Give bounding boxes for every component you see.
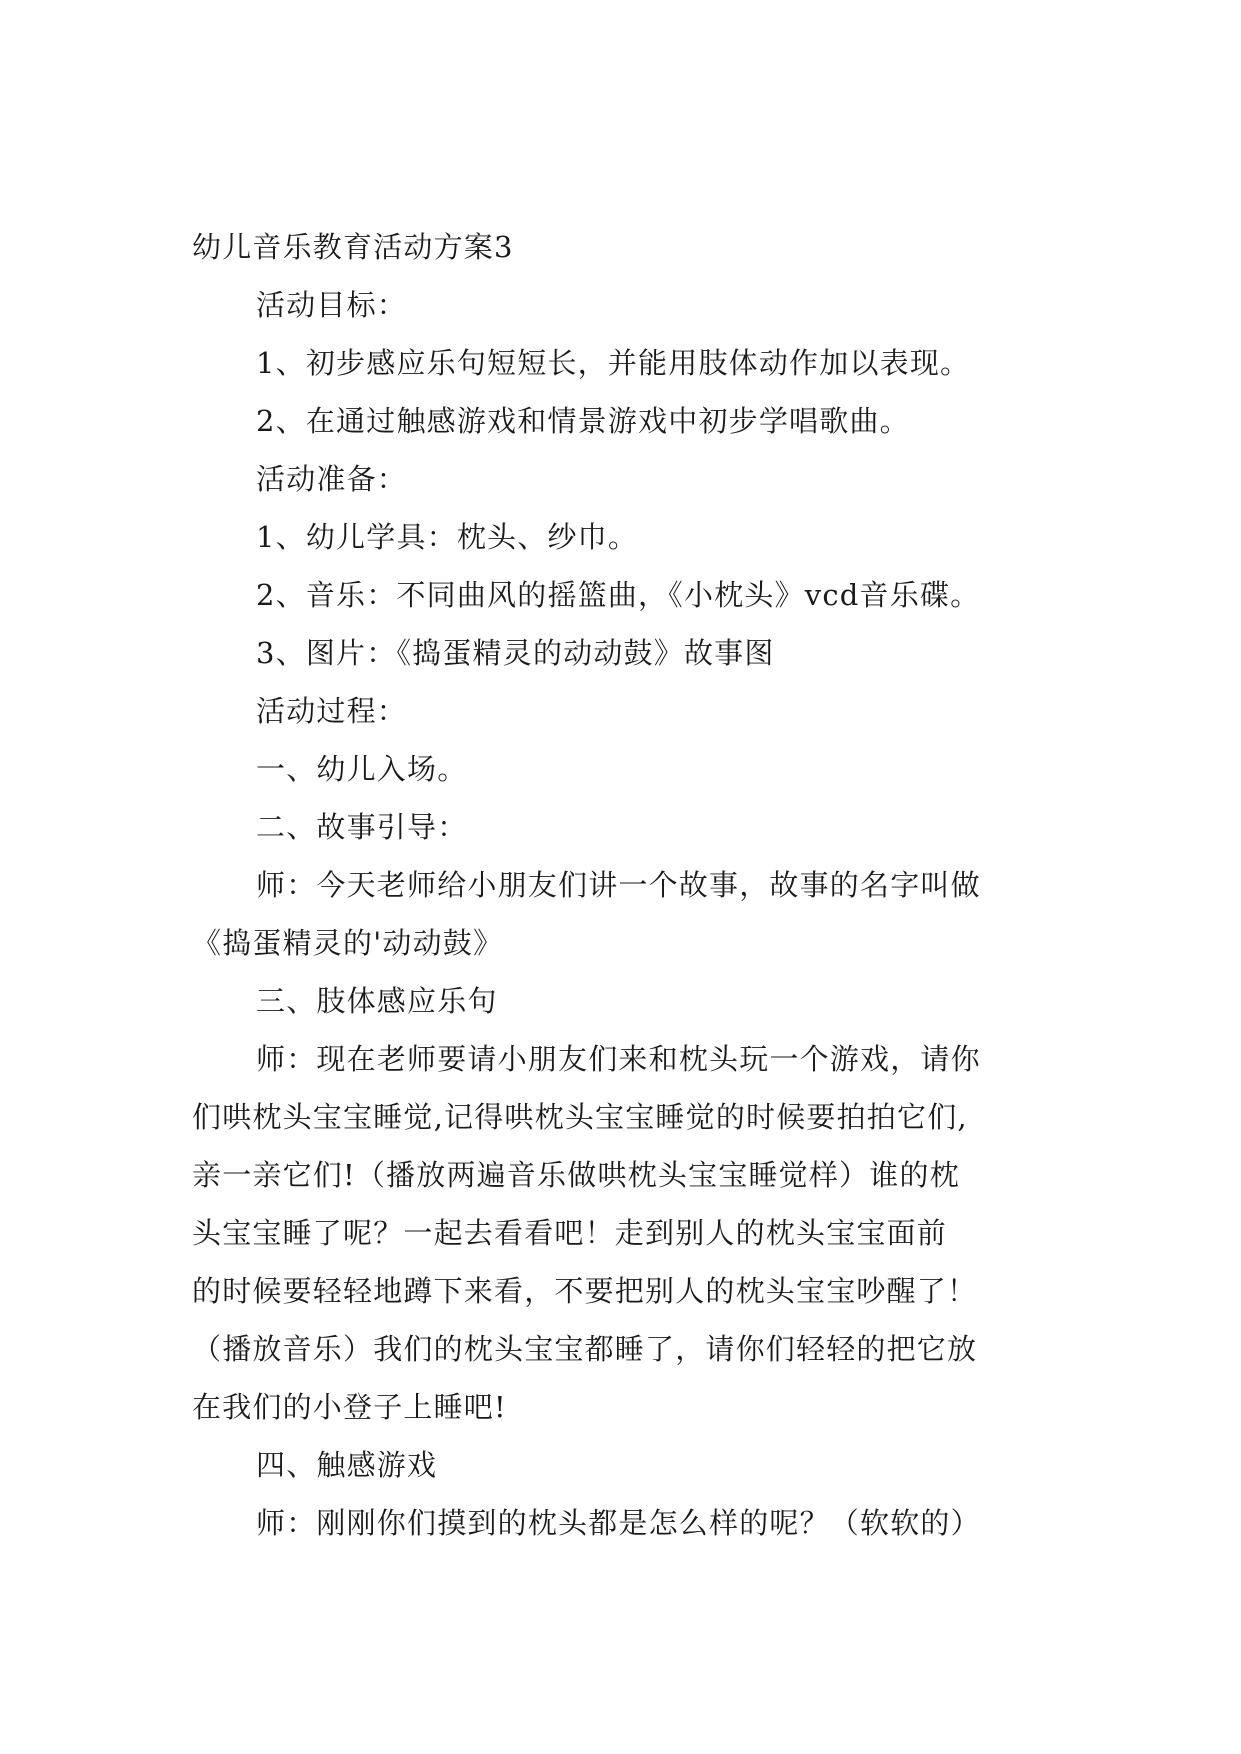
document-title: 幼儿音乐教育活动方案3 [192,230,514,264]
story-paragraph [192,856,1052,972]
heading-activity-preparation: 活动准备： [256,462,408,496]
heading-activity-process: 活动过程： [256,694,408,728]
game-line-5: 的时候要轻轻地蹲下来看，不要把别人的枕头宝宝吵醒了！ [192,1274,978,1308]
game-line-4: 头宝宝睡了呢？一起去看看吧！走到别人的枕头宝宝面前 [192,1216,948,1250]
process-step-3: 三、肢体感应乐句 [256,984,498,1018]
game-line-7: 在我们的小登子上睡吧! [192,1390,507,1424]
story-line-2: 《捣蛋精灵的'动动鼓》 [192,926,504,960]
prep-item-1: 1、幼儿学具：枕头、纱巾。 [256,520,639,554]
document-body [192,218,1052,1552]
game-line-2: 们哄枕头宝宝睡觉,记得哄枕头宝宝睡觉的时候要拍拍它们, [192,1100,968,1134]
game-line-6: （播放音乐）我们的枕头宝宝都睡了，请你们轻轻的把它放 [192,1332,978,1366]
goal-item-2: 2、在通过触感游戏和情景游戏中初步学唱歌曲。 [256,404,910,438]
goal-item-1: 1、初步感应乐句短短长，并能用肢体动作加以表现。 [256,346,971,380]
game-paragraph [192,1030,1052,1436]
touch-game-paragraph: 师：刚刚你们摸到的枕头都是怎么样的呢？（软软的） [256,1506,981,1540]
game-line-3: 亲一亲它们!（播放两遍音乐做哄枕头宝宝睡觉样）谁的枕 [192,1158,960,1192]
prep-item-3: 3、图片：《捣蛋精灵的动动鼓》故事图 [256,636,775,670]
prep-item-2: 2、音乐：不同曲风的摇篮曲，《小枕头》vcd音乐碟。 [256,578,981,612]
process-step-2: 二、故事引导： [256,810,468,844]
game-line-1: 师：现在老师要请小朋友们来和枕头玩一个游戏，请你 [256,1042,981,1076]
process-step-1: 一、幼儿入场。 [256,752,468,786]
process-step-4: 四、触感游戏 [256,1448,438,1482]
heading-activity-goals: 活动目标： [256,288,408,322]
story-line-1: 师：今天老师给小朋友们讲一个故事，故事的名字叫做 [256,868,981,902]
